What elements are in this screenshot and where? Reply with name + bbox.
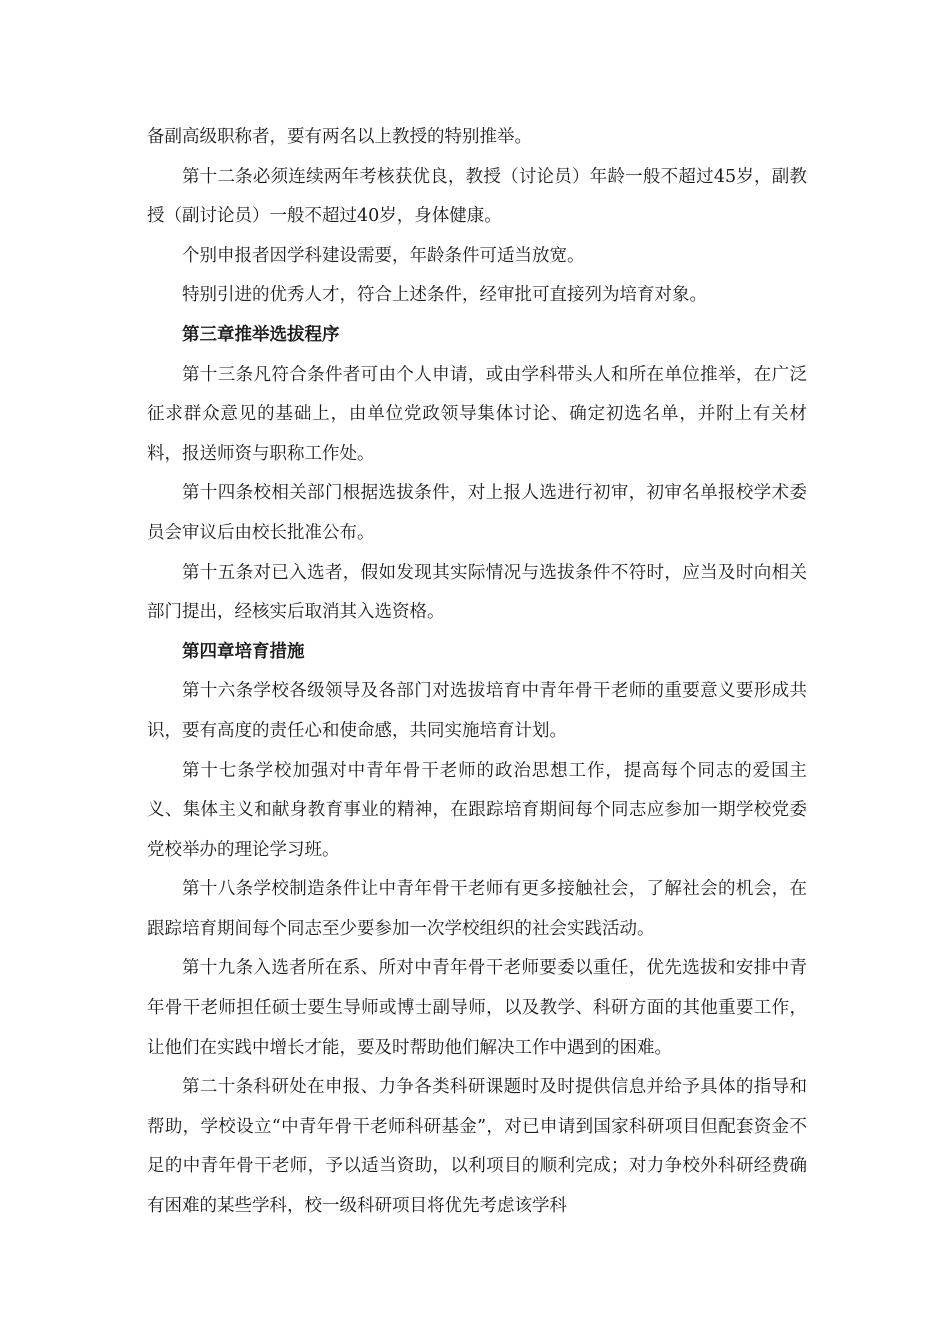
paragraph-continuation: 备副高级职称者，要有两名以上教授的特别推举。 [147,127,532,147]
article-19-paragraph: 第十九条入选者所在系、所对中青年骨干老师要委以重任，优先选拔和安排中青年骨干老师担任硕士要生导师或博士副导师，以及教学、科研方面的其他重要工作，让他们在实践中增长才能，要及时帮助他们解决工作中遇到的困难。 [147,958,807,1058]
article-15-paragraph: 第十五条对已入选者，假如发现其实际情况与选拔条件不符时，应当及时向相关部门提出，经核实后取消其入选资格。 [147,562,807,623]
article-20-paragraph: 第二十条科研处在申报、力争各类科研课题时及时提供信息并给予具体的指导和帮助，学校设立“中青年骨干老师科研基金”，对已申请到国家科研项目但配套资金不足的中青年骨干老师，予以适当资助，以利项目的顺利完成；对力争校外科研经费确有困难的某些学科，校一级科研项目将优先考虑该学科 [147,1077,807,1217]
chapter-3-heading: 第三章推举选拔程序 [182,324,340,345]
article-13-paragraph: 第十三条凡符合条件者可由个人申请，或由学科带头人和所在单位推举，在广泛征求群众意见的基础上，由单位党政领导集体讨论、确定初选名单，并附上有关材料，报送师资与职称工作处。 [147,364,807,464]
article-17-paragraph: 第十七条学校加强对中青年骨干老师的政治思想工作，提高每个同志的爱国主义、集体主义和献身教育事业的精神，在跟踪培育期间每个同志应参加一期学校党委党校举办的理论学习班。 [147,760,807,860]
chapter-4-heading: 第四章培育措施 [182,641,305,662]
age-exception-paragraph: 个别申报者因学科建设需要，年龄条件可适当放宽。 [182,245,585,266]
document-body [147,118,807,1227]
special-talent-paragraph: 特别引进的优秀人才，符合上述条件，经审批可直接列为培育对象。 [182,285,707,306]
article-14-paragraph: 第十四条校相关部门根据选拔条件，对上报人选进行初审，初审名单报校学术委员会审议后由校长批准公布。 [147,483,807,543]
article-12-paragraph: 第十二条必须连续两年考核获优良，教授（讨论员）年龄一般不超过45岁，副教授（副讨论员）一般不超过40岁，身体健康。 [147,166,807,227]
article-16-paragraph: 第十六条学校各级领导及各部门对选拔培育中青年骨干老师的重要意义要形成共识，要有高度的责任心和使命感，共同实施培育计划。 [147,681,807,741]
article-18-paragraph: 第十八条学校制造条件让中青年骨干老师有更多接触社会，了解社会的机会，在跟踪培育期间每个同志至少要参加一次学校组织的社会实践活动。 [147,879,807,939]
